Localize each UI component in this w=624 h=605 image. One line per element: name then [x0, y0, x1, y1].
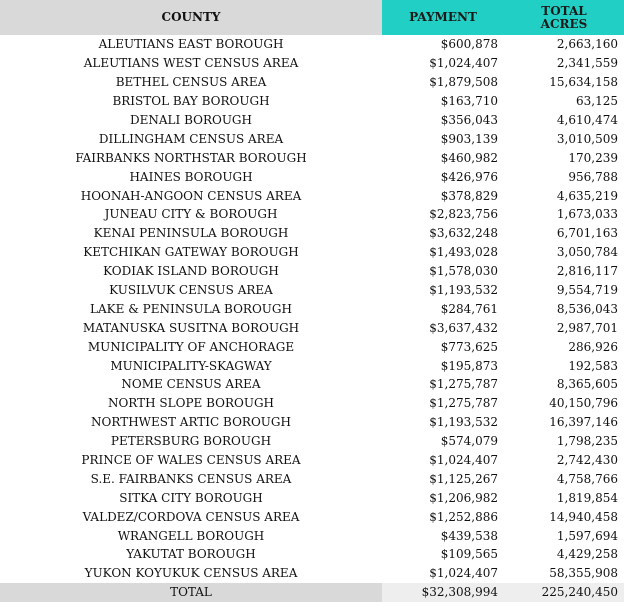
table-row: [0, 186, 624, 205]
table-row: [0, 507, 624, 526]
county-cell: S.E. FAIRBANKS CENSUS AREA: [90, 471, 292, 486]
table-row: [0, 356, 624, 375]
county-cell: YUKON KOYUKUK CENSUS AREA: [84, 566, 298, 581]
acres-cell: 3,050,784: [556, 245, 618, 260]
total-acres-column-header: [504, 0, 624, 35]
county-cell: BRISTOL BAY BOROUGH: [112, 94, 270, 109]
county-cell: DENALI BOROUGH: [130, 113, 252, 127]
table-row: [0, 545, 624, 564]
table-row: [0, 488, 624, 507]
payment-cell: $1,024,407: [429, 453, 498, 468]
acres-cell: 16,397,146: [549, 415, 618, 430]
payment-cell: $426,976: [440, 169, 498, 184]
payment-cell: $2,823,756: [429, 207, 498, 222]
acres-cell: 286,926: [568, 339, 618, 354]
table-footer: [0, 583, 624, 602]
table-row: [0, 92, 624, 111]
payment-cell: $378,829: [440, 188, 498, 203]
county-cell: NORTHWEST ARTIC BOROUGH: [91, 415, 291, 430]
table-row: [0, 394, 624, 413]
county-cell: KENAI PENINSULA BOROUGH: [93, 226, 289, 241]
payment-cell: $163,710: [440, 94, 498, 109]
table-row: [0, 413, 624, 432]
county-cell: KETCHIKAN GATEWAY BOROUGH: [83, 245, 299, 260]
acres-cell: 6,701,163: [556, 226, 618, 241]
total-payment: $32,308,994: [382, 583, 504, 602]
county-cell: ALEUTIANS EAST BOROUGH: [98, 37, 284, 52]
acres-cell: 14,940,458: [549, 509, 618, 524]
table-row: [0, 281, 624, 300]
payment-cell: $3,632,248: [429, 226, 498, 241]
table-row: [0, 73, 624, 92]
table-row: [0, 205, 624, 224]
table-row: [0, 469, 624, 488]
acres-cell: 4,610,474: [556, 113, 618, 127]
acres-cell: 9,554,719: [556, 283, 618, 298]
payment-cell: $1,578,030: [429, 264, 498, 279]
payment-cell: $439,538: [440, 528, 498, 543]
acres-cell: 1,819,854: [556, 490, 618, 505]
payment-cell: $1,275,787: [429, 396, 498, 411]
acres-cell: 1,673,033: [556, 207, 618, 222]
acres-cell: 1,597,694: [556, 528, 618, 543]
county-cell: PETERSBURG BOROUGH: [110, 434, 272, 449]
county-column-header: COUNTY: [0, 0, 382, 35]
county-cell: JUNEAU CITY & BOROUGH: [104, 207, 278, 222]
county-cell: DILLINGHAM CENSUS AREA: [98, 131, 284, 146]
table-row: [0, 243, 624, 262]
payment-cell: $460,982: [440, 150, 498, 165]
table-row: [0, 526, 624, 545]
acres-cell: 192,583: [568, 358, 618, 373]
payment-cell: $1,493,028: [429, 245, 498, 260]
county-cell: HAINES BOROUGH: [129, 169, 253, 184]
county-cell: NOME CENSUS AREA: [121, 377, 261, 392]
county-cell: WRANGELL BOROUGH: [117, 528, 265, 543]
payment-cell: $195,873: [440, 358, 498, 373]
table-row: [0, 129, 624, 148]
county-cell: MUNICIPALITY OF ANCHORAGE: [87, 339, 295, 354]
county-cell: FAIRBANKS NORTHSTAR BOROUGH: [75, 150, 307, 165]
acres-cell: 2,742,430: [556, 453, 618, 468]
table-header: [0, 0, 624, 35]
payment-cell: $600,878: [440, 37, 498, 52]
county-cell: NORTH SLOPE BOROUGH: [107, 396, 275, 411]
acres-cell: 2,816,117: [556, 264, 618, 279]
total-acres-header-line1: TOTAL: [541, 3, 587, 18]
total-row: [0, 583, 624, 602]
acres-cell: 15,634,158: [549, 75, 618, 90]
county-cell: KODIAK ISLAND BOROUGH: [103, 264, 279, 279]
table-row: [0, 224, 624, 243]
table-body: [0, 35, 624, 583]
table-row: [0, 299, 624, 318]
table-row: [0, 111, 624, 130]
payment-cell: $1,193,532: [429, 283, 498, 298]
county-cell: BETHEL CENSUS AREA: [115, 75, 267, 90]
payment-cell: $1,206,982: [429, 490, 498, 505]
acres-cell: 956,788: [568, 169, 618, 184]
acres-cell: 3,010,509: [556, 131, 618, 146]
payment-cell: $284,761: [440, 301, 498, 316]
acres-cell: 40,150,796: [549, 396, 618, 411]
acres-cell: 1,798,235: [556, 434, 618, 449]
acres-cell: 2,663,160: [556, 37, 618, 52]
table-row: [0, 564, 624, 583]
table-row: [0, 375, 624, 394]
acres-cell: 8,536,043: [556, 301, 618, 316]
table-row: [0, 432, 624, 451]
table-row: [0, 35, 624, 54]
table-row: [0, 54, 624, 73]
payment-cell: $1,024,407: [429, 566, 498, 581]
acres-cell: 63,125: [576, 94, 618, 109]
total-label: TOTAL: [0, 583, 382, 602]
county-cell: YAKUTAT BOROUGH: [126, 547, 256, 562]
payment-cell: $574,079: [440, 434, 498, 449]
acres-cell: 8,365,605: [556, 377, 618, 392]
payment-cell: $1,125,267: [429, 471, 498, 486]
payment-cell: $1,879,508: [429, 75, 498, 90]
acres-cell: 4,429,258: [556, 547, 618, 562]
payment-cell: $773,625: [440, 339, 498, 354]
acres-cell: 4,635,219: [556, 188, 618, 203]
payment-cell: $3,637,432: [429, 320, 498, 335]
payment-cell: $1,193,532: [429, 415, 498, 430]
county-cell: SITKA CITY BOROUGH: [119, 490, 263, 505]
table-row: [0, 318, 624, 337]
header-row: [0, 0, 624, 35]
table-row: [0, 451, 624, 470]
payment-cell: $1,024,407: [429, 56, 498, 71]
county-cell: PRINCE OF WALES CENSUS AREA: [81, 453, 301, 468]
acres-cell: 2,987,701: [556, 320, 618, 335]
total-acres: 225,240,450: [504, 583, 624, 602]
county-cell: MUNICIPALITY-SKAGWAY: [110, 358, 272, 373]
table-row: [0, 337, 624, 356]
table-row: [0, 167, 624, 186]
payment-cell: $903,139: [440, 131, 498, 146]
payment-cell: $109,565: [440, 547, 498, 562]
county-cell: ALEUTIANS WEST CENSUS AREA: [83, 56, 299, 71]
county-cell: LAKE & PENINSULA BOROUGH: [90, 301, 292, 316]
acres-cell: 58,355,908: [549, 566, 618, 581]
table-row: [0, 148, 624, 167]
county-cell: MATANUSKA SUSITNA BOROUGH: [82, 320, 300, 335]
payment-cell: $1,252,886: [429, 509, 498, 524]
acres-cell: 170,239: [568, 150, 618, 165]
payment-cell: $356,043: [440, 113, 498, 127]
payment-column-header: PAYMENT: [382, 0, 504, 35]
acres-cell: 2,341,559: [556, 56, 618, 71]
county-cell: KUSILVUK CENSUS AREA: [109, 283, 273, 298]
county-cell: HOONAH-ANGOON CENSUS AREA: [80, 188, 302, 203]
acres-cell: 4,758,766: [556, 471, 618, 486]
table-row: [0, 262, 624, 281]
payment-cell: $1,275,787: [429, 377, 498, 392]
county-cell: VALDEZ/CORDOVA CENSUS AREA: [82, 509, 300, 524]
total-acres-header-line2: ACRES: [540, 16, 588, 31]
